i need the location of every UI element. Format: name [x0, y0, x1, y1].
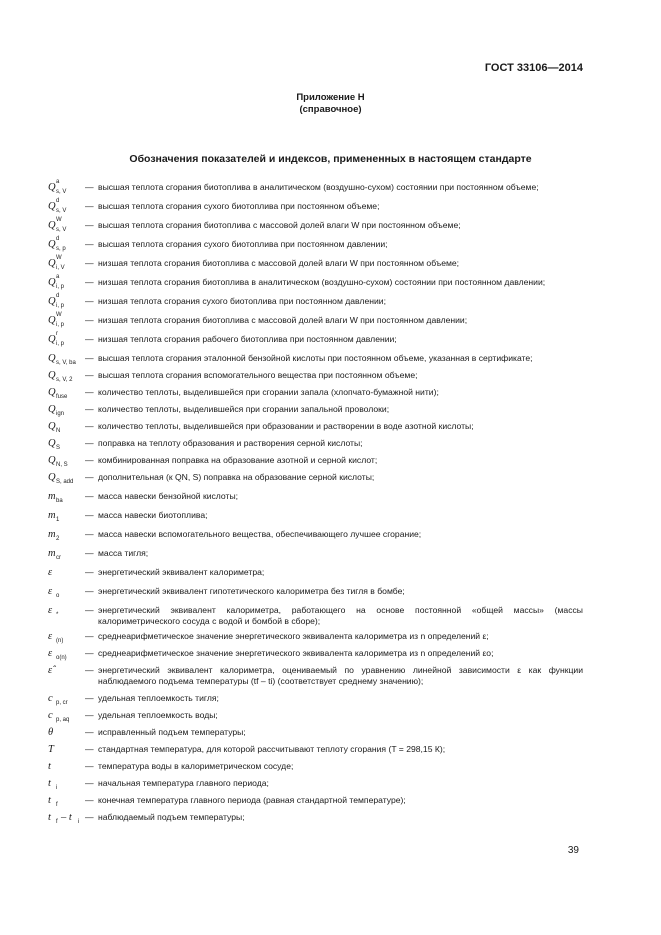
symbol-definition: стандартная температура, для которой рассчитывают теплоту сгорания (T = 298,15 К); — [98, 744, 446, 754]
symbol-definition: масса тигля; — [98, 548, 149, 558]
symbol-definition: комбинированная поправка на образование азотной и серной кислот; — [98, 455, 378, 465]
symbol — [48, 491, 85, 504]
symbol-base: m — [48, 510, 56, 521]
dash-separator: — — [85, 631, 94, 641]
symbol-base: ε — [48, 567, 53, 578]
symbol — [48, 567, 85, 580]
symbol-definition: высшая теплота сгорания биотоплива с массовой долей влаги W при постоянном объеме; — [98, 220, 461, 230]
dash-separator: — — [85, 795, 94, 805]
symbol-definition: начальная температура главного периода; — [98, 778, 269, 788]
symbol-definition: энергетический эквивалент калориметра, оцениваемый по уравнению линейной зависимости ε как функции наблюдаемого подъема температуры (tf – ti) (соответствует среднему значению); — [98, 665, 583, 686]
symbol — [48, 665, 85, 678]
symbol-entry — [48, 795, 583, 808]
symbol-subscript: ba — [56, 498, 63, 504]
symbol — [48, 404, 85, 417]
symbol-subscript: s, V — [56, 227, 67, 233]
symbol-base: t — [48, 812, 51, 823]
symbol-definition: количество теплоты, выделившейся при сгорании запальной проволоки; — [98, 404, 390, 414]
symbol-base: m — [48, 491, 56, 502]
symbol-base: ε̂ — [48, 665, 53, 676]
symbol-superscript: d — [56, 293, 60, 299]
symbol-base: Q — [48, 370, 56, 381]
symbol — [48, 812, 85, 825]
symbol-definition: энергетический эквивалент гипотетического калориметра без тигля в бомбе; — [98, 586, 405, 596]
symbol-base: t — [48, 778, 51, 789]
symbol-second-part: – t — [61, 812, 72, 823]
symbol-base: Q — [48, 258, 56, 269]
dash-separator: — — [85, 201, 94, 211]
symbol-entry — [48, 665, 583, 687]
standard-code: ГОСТ 33106—2014 — [484, 62, 583, 74]
symbol — [48, 710, 85, 723]
symbol-entry — [48, 370, 583, 383]
symbol-superscript: W — [56, 255, 62, 261]
dash-separator: — — [85, 567, 94, 577]
symbol-definition: наблюдаемый подъем температуры; — [98, 812, 245, 822]
symbol — [48, 387, 85, 400]
symbol — [48, 217, 85, 233]
symbol-base: Q — [48, 421, 56, 432]
symbol — [48, 293, 85, 309]
dash-separator: — — [85, 491, 94, 501]
symbol — [48, 631, 85, 644]
symbol-base: ε — [48, 648, 53, 659]
symbol-subscript: s, p — [56, 246, 66, 252]
symbol-base: c — [48, 693, 53, 704]
symbol — [48, 761, 85, 774]
symbol-entry — [48, 567, 583, 580]
symbol-definition: среднеарифметическое значение энергетического эквивалента калориметра из n определений ε; — [98, 631, 489, 641]
dash-separator: — — [85, 510, 94, 520]
appendix-title: Приложение Н — [296, 92, 365, 103]
dash-separator: — — [85, 438, 94, 448]
symbol-entry — [48, 331, 583, 347]
symbol-subscript: p, aq — [56, 717, 70, 723]
dash-separator: — — [85, 472, 94, 482]
symbol-entry — [48, 605, 583, 627]
symbol-base: t — [48, 761, 51, 772]
dash-separator: — — [85, 778, 94, 788]
symbol-subscript: i, p — [56, 303, 65, 309]
symbol-superscript: a — [56, 274, 60, 280]
symbol-subscript: s, V — [56, 189, 67, 195]
symbol-entry — [48, 727, 583, 740]
symbol-subscript: 1 — [56, 517, 60, 523]
dash-separator: — — [85, 693, 94, 703]
symbol-subscript: s, V, ba — [56, 360, 76, 366]
symbol-entry — [48, 510, 583, 523]
symbol-entry — [48, 387, 583, 400]
symbol-definition: температура воды в калориметрическом сосуде; — [98, 761, 294, 771]
symbol-definition: масса навески бензойной кислоты; — [98, 491, 239, 501]
dash-separator: — — [85, 277, 94, 287]
symbol-definition: исправленный подъем температуры; — [98, 727, 246, 737]
symbol — [48, 693, 85, 706]
symbol — [48, 198, 85, 214]
symbol — [48, 648, 85, 661]
symbol — [48, 605, 85, 618]
dash-separator: — — [85, 586, 94, 596]
symbol-base: Q — [48, 404, 56, 415]
symbol-subscript: ign — [56, 411, 65, 417]
symbol-entry — [48, 404, 583, 417]
symbol-entry — [48, 217, 583, 233]
page-number: 39 — [567, 845, 579, 856]
dash-separator: — — [85, 387, 94, 397]
symbol-base: Q — [48, 201, 56, 212]
symbol-subscript: f — [56, 819, 58, 825]
symbol-definition: высшая теплота сгорания биотоплива в аналитическом (воздушно-сухом) состоянии при постоянном объеме; — [98, 182, 539, 192]
dash-separator: — — [85, 296, 94, 306]
symbol — [48, 548, 85, 561]
symbol — [48, 529, 85, 542]
dash-separator: — — [85, 334, 94, 344]
symbol — [48, 438, 85, 451]
symbol-definition: удельная теплоемкость воды; — [98, 710, 218, 720]
symbol-definition: низшая теплота сгорания рабочего биотоплива при постоянном давлении; — [98, 334, 397, 344]
section-title: Обозначения показателей и индексов, примененных в настоящем стандарте — [129, 153, 532, 165]
symbol — [48, 370, 85, 383]
symbol-superscript: r — [56, 331, 58, 337]
symbol-superscript: W — [56, 217, 62, 223]
symbol-entry — [48, 529, 583, 542]
symbol-definition: энергетический эквивалент калориметра, работающего на основе постоянной «общей массы» (массы калориметрического сосуда с водой и бомбой в сборе); — [98, 605, 583, 626]
dash-separator: — — [85, 744, 94, 754]
dash-separator: — — [85, 648, 94, 658]
symbol — [48, 472, 85, 485]
symbol-definition: высшая теплота сгорания сухого биотоплива при постоянном давлении; — [98, 239, 388, 249]
symbol-definition: среднеарифметическое значение энергетического эквивалента калориметра из n определений εo; — [98, 648, 494, 658]
symbol-definition: удельная теплоемкость тигля; — [98, 693, 219, 703]
symbol — [48, 778, 85, 791]
dash-separator: — — [85, 710, 94, 720]
symbol-subscript: i — [56, 785, 58, 791]
symbol-definition: высшая теплота сгорания вспомогательного вещества при постоянном объеме; — [98, 370, 418, 380]
symbol-entry — [48, 710, 583, 723]
symbol-subscript: s, V — [56, 208, 67, 214]
symbol-entry — [48, 491, 583, 504]
symbol-base: c — [48, 710, 53, 721]
dash-separator: — — [85, 353, 94, 363]
symbol-entry — [48, 548, 583, 561]
symbol — [48, 353, 85, 366]
symbol-base: ε — [48, 605, 53, 616]
symbol — [48, 312, 85, 328]
symbol-definition: высшая теплота сгорания эталонной бензойной кислоты при постоянном объеме, указанная в сертификате; — [98, 353, 533, 363]
symbol-subscript: * — [56, 612, 59, 618]
symbol-base: Q — [48, 239, 56, 250]
dash-separator: — — [85, 239, 94, 249]
symbol-subscript: 2 — [56, 536, 60, 542]
symbol-base: Q — [48, 277, 56, 288]
symbol-entry — [48, 293, 583, 309]
symbol — [48, 727, 85, 740]
symbol-entry — [48, 761, 583, 774]
symbol-subscript: i, p — [56, 284, 65, 290]
symbol — [48, 255, 85, 271]
symbol-entry — [48, 812, 583, 825]
dash-separator: — — [85, 455, 94, 465]
symbol-base: m — [48, 548, 56, 559]
symbol-entry — [48, 421, 583, 434]
symbol — [48, 455, 85, 468]
symbol-base: ε — [48, 631, 53, 642]
symbol-subscript: s, V, 2 — [56, 377, 73, 383]
symbol-base: Q — [48, 353, 56, 364]
symbol — [48, 586, 85, 599]
symbol-definition: масса навески вспомогательного вещества, обеспечивающего лучшее сгорание; — [98, 529, 422, 539]
symbol-entry — [48, 353, 583, 366]
symbol-subscript: f — [56, 802, 58, 808]
symbol — [48, 795, 85, 808]
symbol-superscript: a — [56, 179, 60, 185]
dash-separator: — — [85, 220, 94, 230]
dash-separator: — — [85, 529, 94, 539]
symbol-definition: поправка на теплоту образования и растворения серной кислоты; — [98, 438, 363, 448]
symbol — [48, 510, 85, 523]
symbol-definition: низшая теплота сгорания сухого биотоплива при постоянном давлении; — [98, 296, 386, 306]
symbol-definition: низшая теплота сгорания биотоплива с массовой долей влаги W при постоянном объеме; — [98, 258, 460, 268]
dash-separator: — — [85, 404, 94, 414]
symbol-subscript: i — [78, 819, 80, 825]
symbol-entry — [48, 438, 583, 451]
dash-separator: — — [85, 727, 94, 737]
symbol-base: Q — [48, 182, 56, 193]
symbol — [48, 274, 85, 290]
dash-separator: — — [85, 370, 94, 380]
symbol-definition: высшая теплота сгорания сухого биотоплива при постоянном объеме; — [98, 201, 380, 211]
appendix-note: (справочное) — [299, 104, 362, 115]
symbol — [48, 179, 85, 195]
symbol-subscript: o — [56, 593, 60, 599]
dash-separator: — — [85, 812, 94, 822]
symbol-base: m — [48, 529, 56, 540]
symbol-base: t — [48, 795, 51, 806]
symbol-definition: низшая теплота сгорания биотоплива в аналитическом (воздушно-сухом) состоянии при постоянном давлении; — [98, 277, 546, 287]
symbol-subscript: fuse — [56, 394, 68, 400]
symbol-subscript: S, add — [56, 479, 74, 485]
symbol-base: ε — [48, 586, 53, 597]
symbol-definition: конечная температура главного периода (равная стандартной температуре); — [98, 795, 406, 805]
symbol-subscript: N, S — [56, 462, 68, 468]
symbol-definition: количество теплоты, выделившейся при образовании и растворении в воде азотной кислоты; — [98, 421, 474, 431]
symbol-entry — [48, 778, 583, 791]
symbol-superscript: d — [56, 236, 60, 242]
symbol-entry — [48, 648, 583, 661]
symbol-subscript: N — [56, 428, 61, 434]
symbol-subscript: p, cr — [56, 700, 68, 706]
symbol-entry — [48, 236, 583, 252]
dash-separator: — — [85, 315, 94, 325]
symbol-base: T — [48, 744, 54, 755]
symbol-entry — [48, 198, 583, 214]
symbol — [48, 236, 85, 252]
symbol-entry — [48, 274, 583, 290]
dash-separator: — — [85, 665, 94, 675]
symbol-base: θ — [48, 727, 54, 738]
dash-separator: — — [85, 548, 94, 558]
symbol-superscript: d — [56, 198, 60, 204]
symbol-subscript: (n) — [56, 638, 64, 644]
symbol-superscript: W — [56, 312, 62, 318]
symbol-subscript: i, V — [56, 265, 65, 271]
symbol-definition: количество теплоты, выделившейся при сгорании запала (хлопчато-бумажной нити); — [98, 387, 439, 397]
symbol-base: Q — [48, 455, 56, 466]
symbol-base: Q — [48, 315, 56, 326]
symbol-base: Q — [48, 220, 56, 231]
symbol-base: Q — [48, 387, 56, 398]
symbol-subscript: o(n) — [56, 655, 67, 661]
symbol-entry — [48, 693, 583, 706]
symbol-entry — [48, 312, 583, 328]
symbol-entry — [48, 179, 583, 195]
symbol-entry — [48, 586, 583, 599]
symbol-entry — [48, 744, 583, 757]
symbol-base: Q — [48, 334, 56, 345]
symbol — [48, 421, 85, 434]
symbol — [48, 331, 85, 347]
symbol-subscript: cr — [56, 555, 61, 561]
symbol-subscript: i, p — [56, 322, 65, 328]
dash-separator: — — [85, 182, 94, 192]
dash-separator: — — [85, 421, 94, 431]
dash-separator: — — [85, 605, 94, 615]
symbol-entry — [48, 472, 583, 485]
symbol-subscript: S — [56, 445, 61, 451]
symbol-base: Q — [48, 438, 56, 449]
symbol-subscript: i, p — [56, 341, 65, 347]
dash-separator: — — [85, 258, 94, 268]
symbols-list — [48, 178, 583, 825]
dash-separator: — — [85, 761, 94, 771]
symbol-entry — [48, 455, 583, 468]
symbol-entry — [48, 631, 583, 644]
symbol-entry — [48, 255, 583, 271]
symbol-definition: энергетический эквивалент калориметра; — [98, 567, 265, 577]
symbol-definition: масса навески биотоплива; — [98, 510, 208, 520]
symbol-definition: низшая теплота сгорания биотоплива с массовой долей влаги W при постоянном давлении; — [98, 315, 468, 325]
symbol-definition: дополнительная (к QN, S) поправка на образование серной кислоты; — [98, 472, 375, 482]
symbol-base: Q — [48, 472, 56, 483]
symbol-base: Q — [48, 296, 56, 307]
symbol — [48, 744, 85, 757]
